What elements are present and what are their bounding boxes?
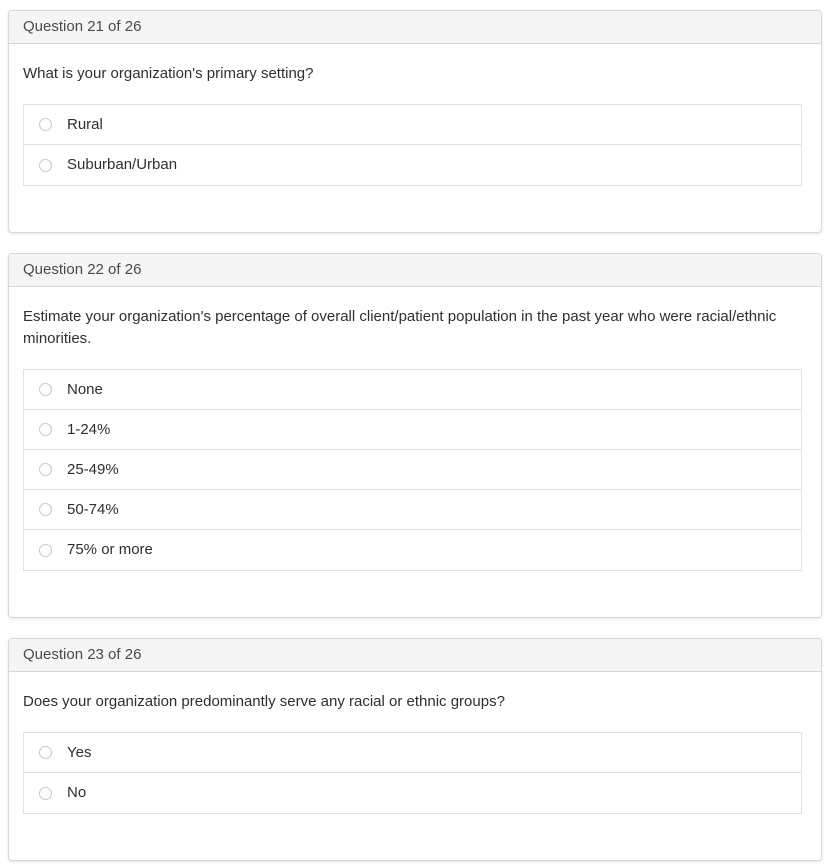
question-card-23 (8, 638, 822, 861)
options-list (23, 732, 802, 814)
option-row-none[interactable] (24, 370, 801, 410)
radio-button[interactable] (39, 118, 52, 131)
question-text: Does your organization predominantly serve any racial or ethnic groups? (23, 693, 505, 710)
question-text: What is your organization's primary setting? (23, 65, 314, 82)
option-row-1-24[interactable] (24, 410, 801, 450)
radio-button[interactable] (39, 463, 52, 476)
radio-button[interactable] (39, 503, 52, 516)
question-header: Question 21 of 26 (9, 11, 821, 44)
question-header: Question 22 of 26 (9, 254, 821, 287)
option-row-no[interactable] (24, 773, 801, 813)
option-label: 25-49% (67, 460, 119, 478)
option-label: Suburban/Urban (67, 156, 178, 173)
option-label: No (67, 784, 87, 801)
option-label: Rural (67, 115, 103, 133)
option-row-yes[interactable] (24, 733, 801, 773)
option-row-25-49[interactable] (24, 450, 801, 490)
question-card-22 (8, 253, 822, 618)
option-label: 75% or more (67, 541, 153, 558)
option-label: 1-24% (67, 420, 111, 438)
radio-button[interactable] (39, 544, 52, 557)
question-card-21 (8, 10, 822, 233)
question-header: Question 23 of 26 (9, 639, 821, 672)
options-list (23, 369, 802, 571)
options-list (23, 104, 802, 186)
radio-button[interactable] (39, 787, 52, 800)
option-row-suburban-urban[interactable] (24, 145, 801, 185)
radio-button[interactable] (39, 423, 52, 436)
option-row-50-74[interactable] (24, 490, 801, 530)
option-row-rural[interactable] (24, 105, 801, 145)
radio-button[interactable] (39, 746, 52, 759)
option-label: None (67, 380, 103, 398)
question-text: Estimate your organization's percentage of overall client/patient population in the past year who were racial/ethnic minorities. (23, 308, 777, 347)
option-row-75-or-more[interactable] (24, 530, 801, 570)
option-label: 50-74% (67, 500, 119, 518)
radio-button[interactable] (39, 383, 52, 396)
radio-button[interactable] (39, 159, 52, 172)
option-label: Yes (67, 743, 92, 761)
